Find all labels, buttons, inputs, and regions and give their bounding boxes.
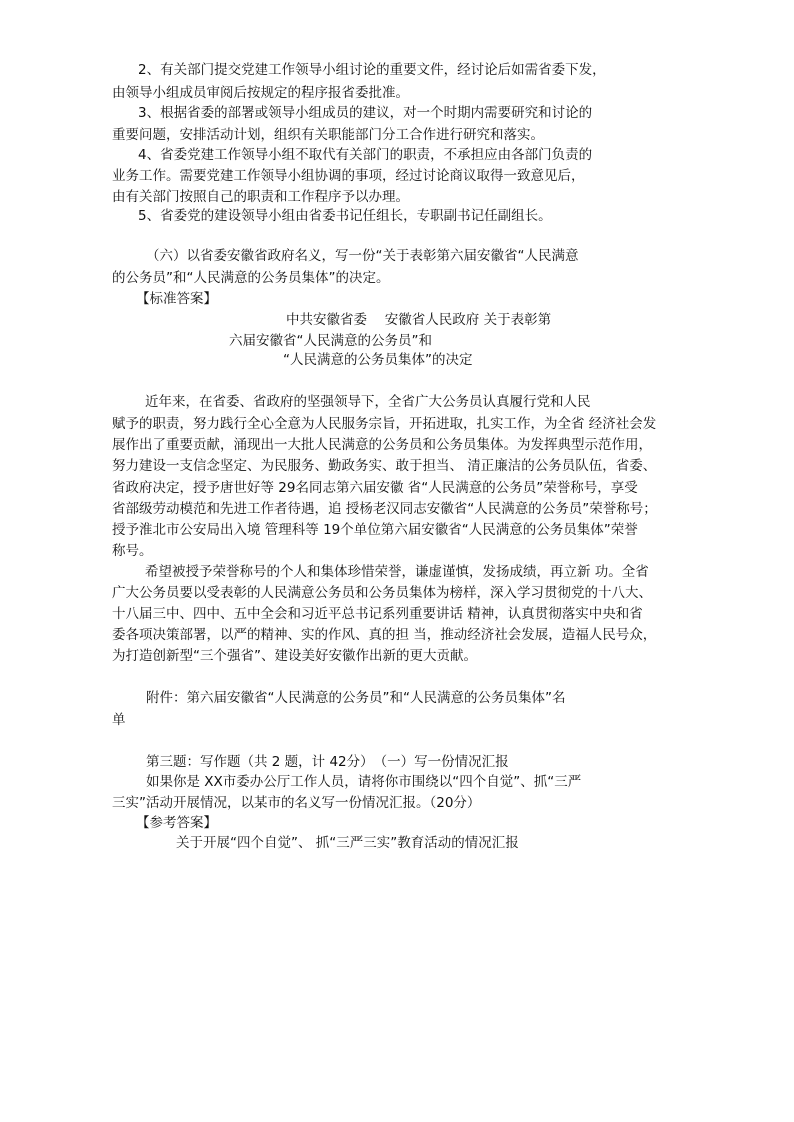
decision-para-2-line-1: 希望被授予荣誉称号的个人和集体珍惜荣誉，谦虚谨慎，发扬成绩，再立新 功。全省 [145,564,649,580]
attachment-line-1: 附件：第六届安徽省“人民满意的公务员”和“人民满意的公务员集体”名 [146,690,566,706]
rule-3-line-1: 3、根据省委的部署或领导小组成员的建议，对一个时期内需要研究和讨论的 [138,105,593,121]
question-six-line-2: 的公务员”和“人民满意的公务员集体”的决定。 [112,270,390,286]
decision-para-2-line-2: 广大公务员要以受表彰的人民满意公务员和公务员集体为榜样，深入学习贯彻党的十八大、 [112,585,652,601]
rule-2-line-2: 由领导小组成员审阅后按规定的程序报省委批准。 [112,85,409,101]
question-three-heading: 第三题：写作题（共 2 题，计 42分） （一）写一份情况汇报 [146,754,509,770]
rule-4-line-2: 业务工作。需要党建工作领导小组协调的事项，经过讨论商议取得一致意见后， [112,168,585,184]
decision-para-1-line-7: 授予淮北市公安局出入境 管理科等 19个单位第六届安徽省“人民满意的公务员集体”荣誉 [112,522,638,538]
decision-para-1-line-1: 近年来，在省委、省政府的坚强领导下，全省广大公务员认真履行党和人民 [145,394,591,410]
rule-3-line-2: 重要问题，安排活动计划，组织有关职能部门分工合作进行研究和落实。 [112,127,544,143]
decision-para-1-line-2: 赋予的职责，努力践行全心全意为人民服务宗旨，开拓进取，扎实工作，为全省 经济社会发 [112,416,657,432]
decision-para-2-line-3: 十八届三中、四中、五中全会和习近平总书记系列重要讲话 精神，认真贯彻落实中央和省 [112,606,643,622]
decision-para-2-line-5: 为打造创新型“三个强省”、建设美好安徽作出新的更大贡献。 [112,648,477,664]
decision-para-1-line-4: 努力建设一支信念坚定、为民服务、勤政务实、敢于担当、 清正廉洁的公务员队伍，省委、 [112,458,657,474]
decision-para-1-line-6: 省部级劳动模范和先进工作者待遇，追 授杨老汉同志安徽省“人民满意的公务员”荣誉称号； [112,501,657,517]
decision-para-1-line-5: 省政府决定，授予唐世好等 29名同志第六届安徽 省“人民满意的公务员”荣誉称号，享受 [112,480,638,496]
decision-title-line-1: 中共安徽省委 安徽省人民政府 关于表彰第 [286,312,552,328]
question-three-prompt-line-2: 三实”活动开展情况，以某市的名义写一份情况汇报。（20分） [112,795,481,811]
decision-title-line-2: 六届安徽省“人民满意的公务员”和 [229,333,432,349]
rule-4-line-1: 4、省委党建工作领导小组不取代有关部门的职责，不承担应由各部门负责的 [138,147,593,163]
attachment-line-2: 单 [112,712,126,728]
decision-para-2-line-4: 委各项决策部署，以严的精神、实的作风、真的担 当，推动经济社会发展，造福人民号众， [112,627,657,643]
question-six-line-1: （六）以省委安徽省政府名义，写一份“关于表彰第六届安徽省“人民满意 [146,248,579,264]
answer-label: 【标准答案】 [136,291,217,307]
rule-5-line-1: 5、省委党的建设领导小组由省委书记任组长，专职副书记任副组长。 [138,208,552,224]
rule-4-line-3: 由有关部门按照自己的职责和工作程序予以办理。 [112,189,409,205]
question-three-prompt-line-1: 如果你是 XX市委办公厅工作人员，请将你市围绕以“四个自觉”、抓“三严 [146,774,582,790]
report-title: 关于开展“四个自觉”、 抓“三严三实”教育活动的情况汇报 [176,835,519,851]
decision-para-1-line-8: 称号。 [112,543,153,559]
reference-answer-label: 【参考答案】 [136,815,217,831]
decision-title-line-3: “人民满意的公务员集体”的决定 [283,352,473,368]
rule-2-line-1: 2、有关部门提交党建工作领导小组讨论的重要文件，经讨论后如需省委下发， [138,62,606,78]
decision-para-1-line-3: 展作出了重要贡献，涌现出一大批人民满意的公务员和公务员集体。为发挥典型示范作用， [112,437,652,453]
